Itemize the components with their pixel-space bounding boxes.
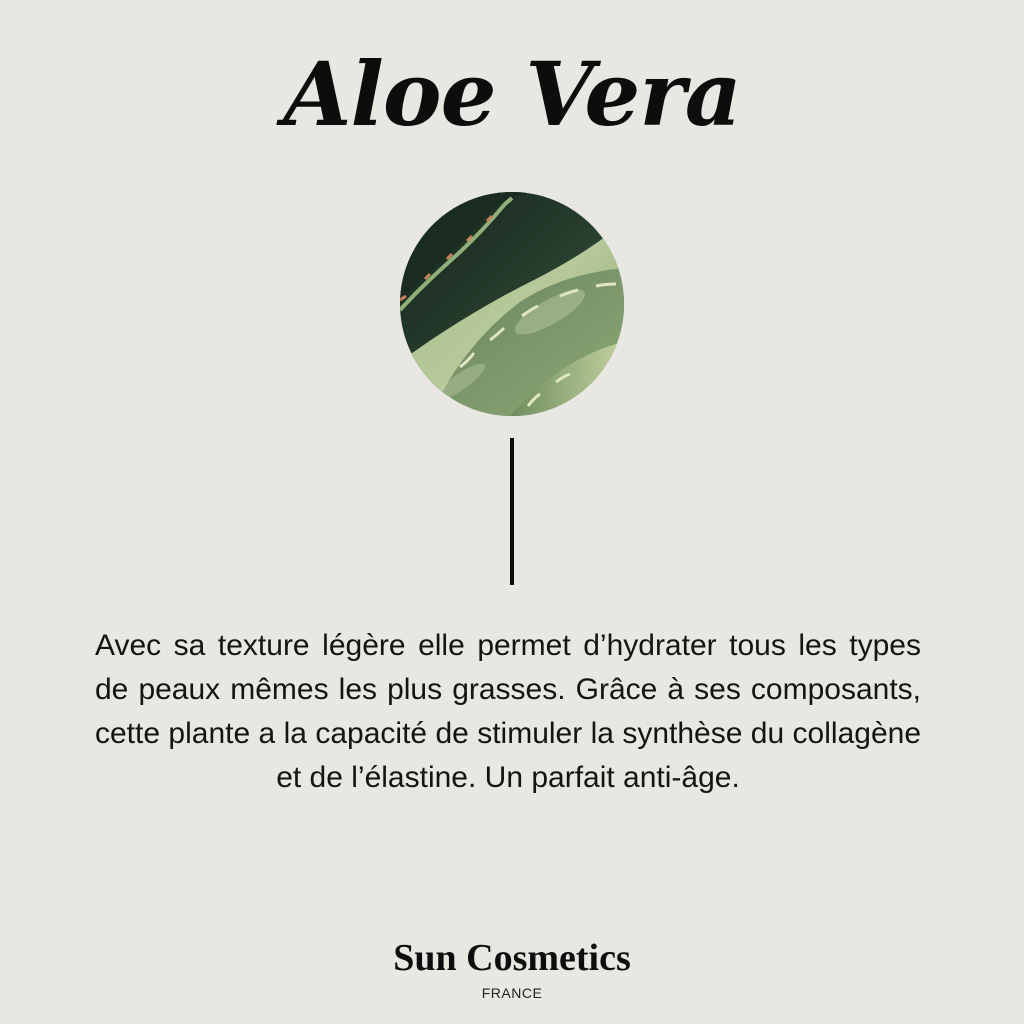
- description-text: Avec sa texture légère elle permet d’hydrater tous les types de peaux mêmes les plus grasses. Grâce à ses composants, cette plante a la capacité de stimuler la synthèse du collagène et de l’élastine. Un parfait anti-âge.: [95, 629, 921, 794]
- brand-country: FRANCE: [481, 985, 543, 1001]
- page-title: Aloe Vera: [283, 42, 741, 146]
- brand-name: Sun Cosmetics: [393, 937, 631, 979]
- aloe-vera-photo: [400, 192, 624, 416]
- vertical-divider: [510, 438, 514, 585]
- aloe-leaf-icon: [400, 192, 624, 416]
